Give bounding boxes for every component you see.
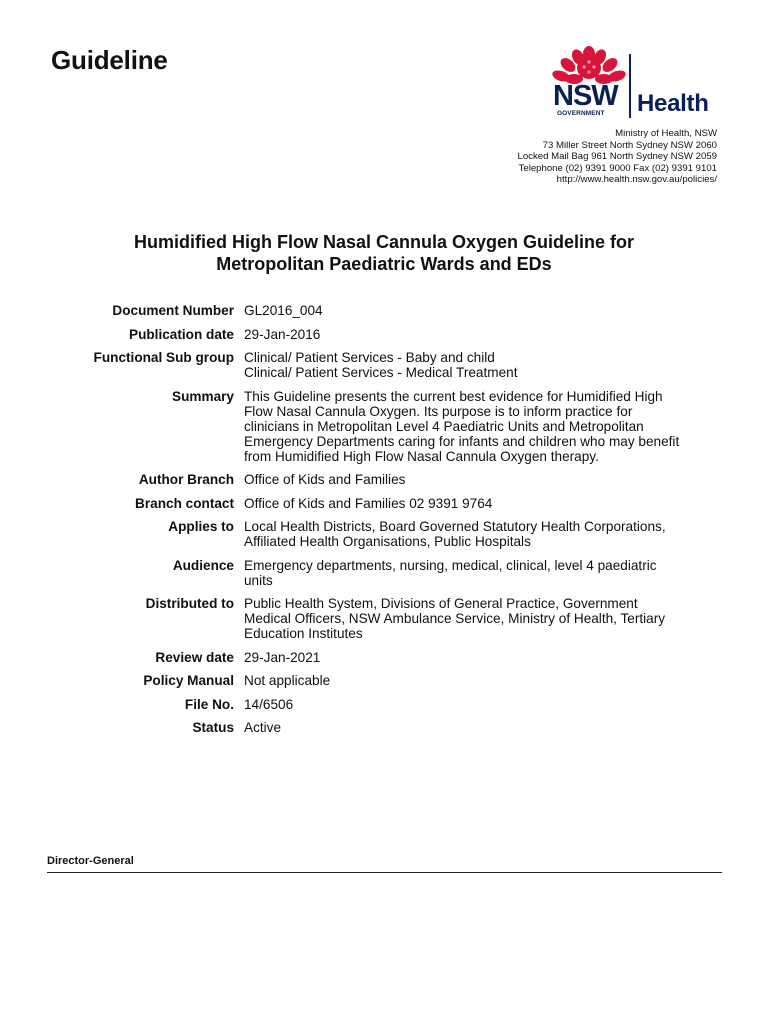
metadata-label: Applies to	[168, 519, 234, 534]
metadata-label: Policy Manual	[143, 673, 234, 688]
metadata-label: Distributed to	[145, 596, 234, 611]
metadata-value	[244, 327, 704, 342]
metadata-value	[244, 519, 704, 549]
logo-government-wordmark: GOVERNMENT	[557, 110, 605, 117]
metadata-value-line: Office of Kids and Families 02 9391 9764	[244, 495, 493, 511]
metadata-label: Author Branch	[138, 472, 234, 487]
metadata-value-line: Emergency departments, nursing, medical, clinical, level 4 paediatric	[244, 557, 657, 573]
metadata-value-line: Emergency Departments caring for infants and children who may benefit	[244, 433, 680, 449]
metadata-row	[0, 650, 768, 665]
metadata-row	[0, 350, 768, 380]
metadata-value	[244, 673, 704, 688]
document-title-line-1: Humidified High Flow Nasal Cannula Oxygen Guideline for	[133, 232, 635, 252]
metadata-row	[0, 327, 768, 342]
ministry-contact-block	[518, 128, 717, 186]
metadata-value-line: Clinical/ Patient Services - Medical Treatment	[244, 365, 518, 380]
document-title-line-2: Metropolitan Paediatric Wards and EDs	[216, 254, 552, 274]
metadata-label: Branch contact	[135, 495, 234, 511]
metadata-value-line: Flow Nasal Cannula Oxygen. Its purpose is to inform practice for	[244, 403, 633, 419]
metadata-label: File No.	[184, 696, 234, 712]
document-metadata-table	[0, 303, 768, 744]
page-heading: Guideline	[51, 45, 168, 75]
metadata-value-line: from Humidified High Flow Nasal Cannula Oxygen therapy.	[244, 448, 599, 464]
document-title	[60, 231, 708, 275]
metadata-value	[244, 697, 704, 712]
metadata-value	[244, 558, 704, 588]
metadata-value-line: Active	[244, 720, 282, 735]
metadata-label: Publication date	[129, 326, 234, 342]
contact-street-address: 73 Miller Street North Sydney NSW 2060	[542, 139, 717, 151]
metadata-row	[0, 697, 768, 712]
metadata-value-line: 14/6506	[244, 696, 294, 712]
metadata-row	[0, 472, 768, 487]
metadata-value-line: Public Health System, Divisions of General Practice, Government	[244, 596, 638, 611]
metadata-value	[244, 472, 704, 487]
nsw-health-logo	[552, 46, 722, 122]
metadata-label: Functional Sub group	[93, 350, 234, 365]
metadata-label: Summary	[172, 388, 234, 404]
metadata-value-line: 29-Jan-2016	[244, 326, 321, 342]
contact-phone-fax: Telephone (02) 9391 9000 Fax (02) 9391 9101	[518, 162, 717, 174]
signatory-title: Director-General	[47, 855, 134, 867]
metadata-label: Review date	[155, 649, 234, 665]
metadata-row	[0, 496, 768, 511]
metadata-value-line: Local Health Districts, Board Governed Statutory Health Corporations,	[244, 519, 666, 534]
metadata-value-line: Office of Kids and Families	[244, 472, 406, 487]
logo-divider	[629, 54, 631, 118]
logo-nsw-wordmark: NSW	[553, 80, 618, 112]
metadata-value-line: GL2016_004	[244, 303, 323, 318]
metadata-value	[244, 303, 704, 318]
metadata-value-line: Not applicable	[244, 673, 331, 688]
metadata-row	[0, 596, 768, 641]
metadata-value	[244, 389, 704, 464]
metadata-value	[244, 650, 704, 665]
logo-health-wordmark: Health	[637, 90, 709, 117]
contact-ministry: Ministry of Health, NSW	[615, 128, 717, 139]
metadata-row	[0, 519, 768, 549]
metadata-label: Audience	[172, 557, 234, 573]
metadata-label: Status	[192, 720, 234, 735]
metadata-value-line: Medical Officers, NSW Ambulance Service, Ministry of Health, Tertiary	[244, 611, 666, 626]
metadata-value-line: clinicians in Metropolitan Level 4 Paediatric Units and Metropolitan	[244, 418, 644, 434]
metadata-row	[0, 389, 768, 464]
metadata-value	[244, 350, 704, 380]
metadata-value-line: 29-Jan-2021	[244, 649, 321, 665]
metadata-value	[244, 720, 704, 735]
metadata-value-line: This Guideline presents the current best evidence for Humidified High	[244, 388, 663, 404]
metadata-value	[244, 596, 704, 641]
signature-line	[47, 872, 722, 873]
metadata-row	[0, 558, 768, 588]
metadata-value-line: Clinical/ Patient Services - Baby and child	[244, 350, 495, 365]
contact-mail-address: Locked Mail Bag 961 North Sydney NSW 2059	[517, 151, 717, 162]
contact-policies-url[interactable]: http://www.health.nsw.gov.au/policies/	[556, 174, 717, 185]
metadata-value-line: Education Institutes	[244, 626, 363, 641]
metadata-row	[0, 720, 768, 735]
metadata-label: Document Number	[112, 303, 234, 318]
metadata-value-line: Affiliated Health Organisations, Public Hospitals	[244, 534, 531, 549]
metadata-row	[0, 303, 768, 318]
metadata-value	[244, 496, 704, 511]
metadata-value-line: units	[244, 572, 273, 588]
metadata-row	[0, 673, 768, 688]
